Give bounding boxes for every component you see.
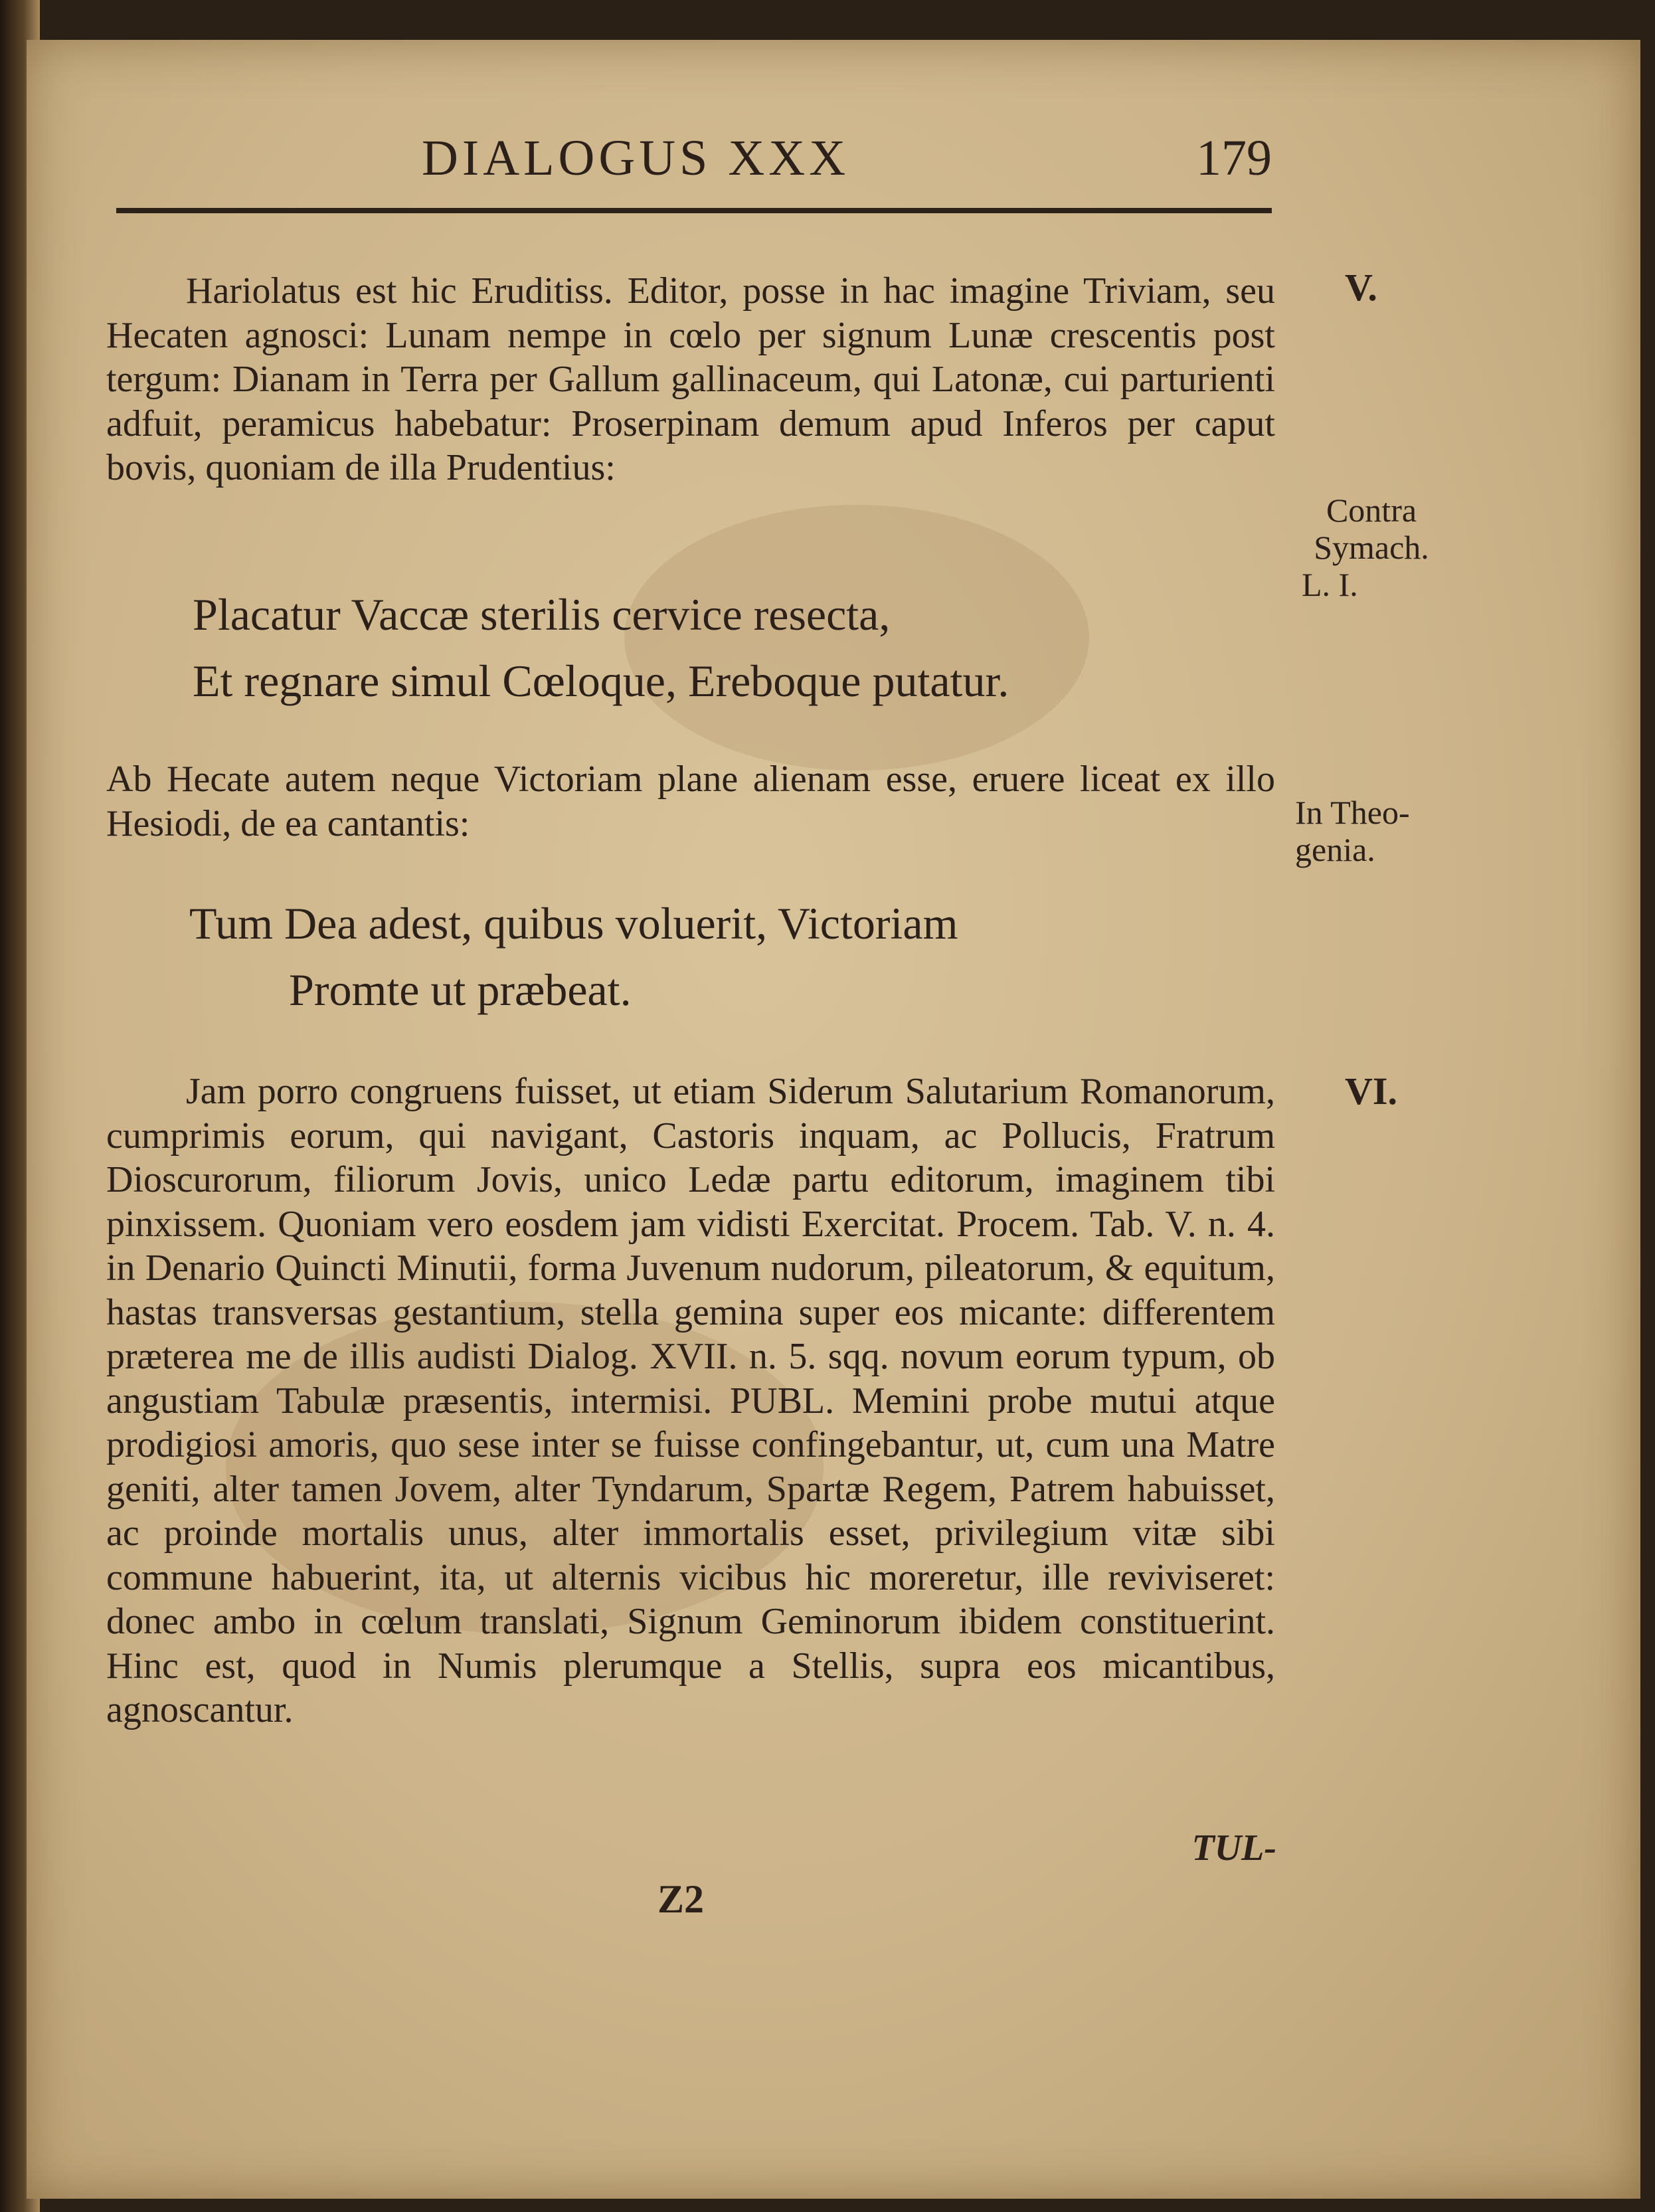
verse-1	[193, 581, 1009, 714]
paragraph-1-text: Hariolatus est hic Eruditiss. Editor, posse in hac imagine Triviam, seu Hecaten agnosci: Lunam nempe in cœlo per signum Lunæ crescentis post tergum: Dianam in Terra per Gallum gallinaceum, qui Latonæ, cui parturienti adfuit, peramicus habebatur: Proserpinam demum apud Inferos per caput bovis, quoniam de illa Prudentius:	[106, 270, 1275, 488]
margin-number-vi: VI.	[1345, 1069, 1397, 1113]
header-rule	[116, 208, 1272, 213]
verse-1-line-1: Placatur Vaccæ sterilis cervice resecta,	[193, 589, 891, 640]
catchword: TUL-	[1191, 1827, 1276, 1869]
margin-line: Symach.	[1314, 529, 1429, 566]
margin-number-v: V.	[1345, 266, 1377, 309]
margin-line: genia.	[1295, 831, 1375, 868]
paragraph-1	[106, 269, 1275, 490]
paragraph-2	[106, 757, 1275, 846]
verse-2-line-2: Promte ut præbeat.	[289, 965, 632, 1015]
page-number: 179	[1196, 130, 1272, 186]
paragraph-3	[106, 1069, 1275, 1732]
margin-note-contra-symach	[1295, 492, 1448, 603]
signature-mark: Z2	[657, 1877, 705, 1921]
margin-line: In Theo-	[1295, 794, 1410, 831]
paragraph-2-text: Ab Hecate autem neque Victoriam plane alienam esse, eruere liceat ex illo Hesiodi, de ea cantantis:	[106, 759, 1275, 844]
verse-1-line-2: Et regnare simul Cœloque, Ereboque putatur.	[193, 656, 1009, 706]
margin-line: L. I.	[1302, 566, 1358, 603]
running-title: DIALOGUS XXX	[422, 130, 850, 186]
page-header	[116, 130, 1272, 229]
verse-2-line-1: Tum Dea adest, quibus voluerit, Victoriam	[189, 898, 958, 949]
margin-line: Contra	[1326, 492, 1417, 529]
verse-2	[189, 890, 958, 1023]
paragraph-3-text: Jam porro congruens fuisset, ut etiam Siderum Salutarium Romanorum, cumprimis eorum, qui navigant, Castoris inquam, ac Pollucis, Fratrum Dioscurorum, filiorum Jovis, unico Ledæ partu editorum, imaginem tibi pinxissem. Quoniam vero eosdem jam vidisti Exercitat. Procem. Tab. V. n. 4. in Denario Quincti Minutii, forma Juvenum nudorum, pileatorum, & equitum, hastas transversas gestantium, stella gemina super eos micante: differentem præterea me de illis audisti Dialog. XVII. n. 5. sqq. novum eorum typum, ob angustiam Tabulæ præsentis, intermisi. PUBL. Memini probe mutui atque prodigiosi amoris, quo sese inter se fuisse confingebantur, ut, cum una Matre geniti, alter tamen Jovem, alter Tyndarum, Spartæ Regem, Patrem habuisset, ac proinde mortalis unus, alter immortalis esset, privilegium vitæ sibi commune habuerint, ita, ut alternis vicibus hic moreretur, ille reviviseret: donec ambo in cœlum translati, Signum Geminorum ibidem constituerint. Hinc est, quod in Numis plerumque a Stellis, supra eos micantibus, agnoscantur.	[106, 1071, 1275, 1730]
margin-note-in-theogenia	[1295, 794, 1410, 868]
